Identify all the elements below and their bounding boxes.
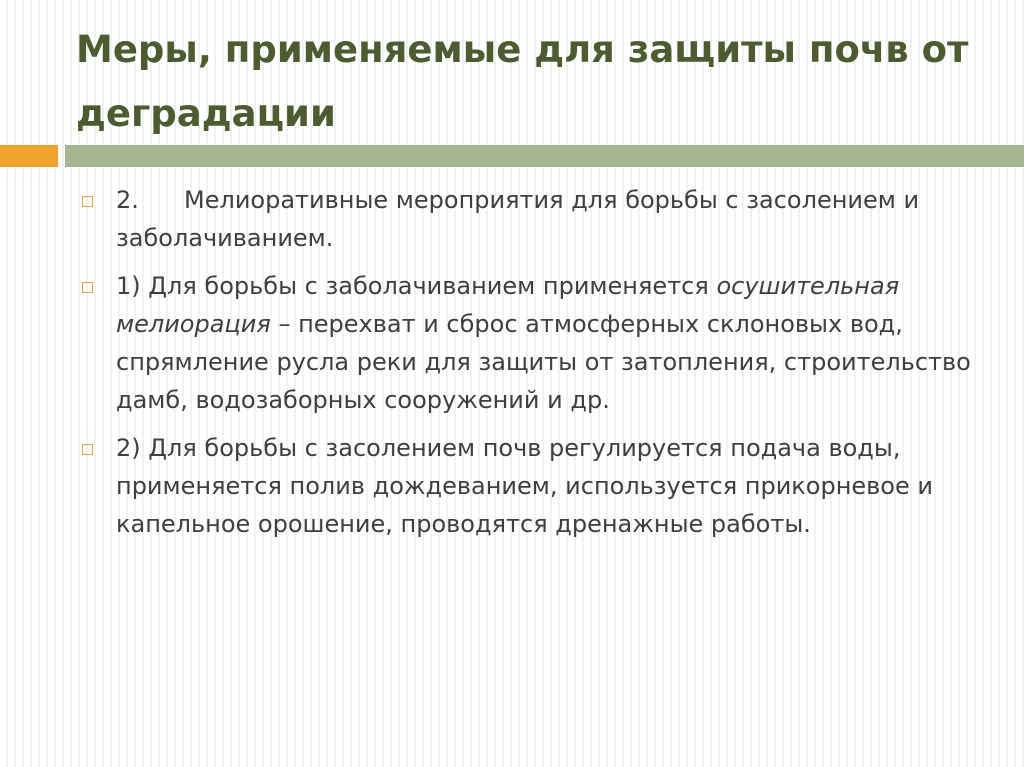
square-bullet-icon <box>82 282 93 293</box>
item-lead-text: 1) Для борьбы с заболачиванием применяется <box>116 272 717 300</box>
square-bullet-icon <box>82 444 93 455</box>
item-italic-term: осушительная мелиорация <box>116 272 900 338</box>
bullet-item-3 <box>72 429 982 543</box>
bullet-item-2 <box>72 267 982 419</box>
item-number: 2. <box>116 186 139 214</box>
item-text: 2) Для борьбы с засолением почв регулируется подача воды, применяется полив дождеванием, используется прикорневое и капельное орошение, проводятся дренажные работы. <box>116 434 933 538</box>
title-divider-bar <box>65 145 1024 167</box>
bullet-item-1 <box>72 181 982 257</box>
slide-title: Меры, применяемые для защиты почв от деградации <box>76 28 969 135</box>
item-text: Мелиоративные мероприятия для борьбы с засолением и заболачиванием. <box>116 186 920 252</box>
bullet-list <box>72 181 982 553</box>
title-accent-bar <box>0 145 58 167</box>
square-bullet-icon <box>82 196 93 207</box>
item-rest-text: – перехват и сброс атмосферных склоновых вод, спрямление русла реки для защиты от затопления, строительство дамб, водозаборных сооружений и др. <box>116 310 971 414</box>
